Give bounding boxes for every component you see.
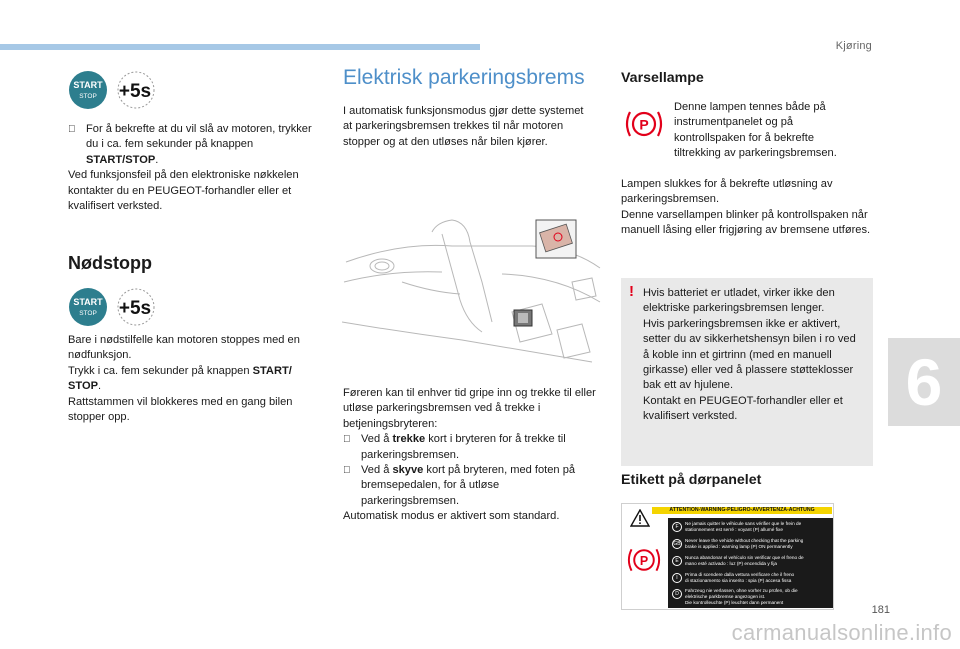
page-number: 181: [871, 604, 890, 616]
language-code: I: [672, 573, 682, 583]
bullet-marker: [343, 463, 351, 478]
language-code: F: [672, 522, 682, 532]
door-panel-label: [621, 503, 834, 610]
top-accent-bar: [0, 44, 480, 50]
parking-brake-illustration: [342, 212, 604, 374]
chapter-number: 6: [905, 345, 943, 419]
language-code: GB: [673, 541, 681, 547]
chapter-tab: [888, 338, 960, 426]
parking-brake-switch: [514, 310, 532, 326]
paragraph-auto-mode: Automatisk modus er aktivert som standard.: [343, 510, 560, 523]
bullet-pull: Ved å trekke kort i bryteren for å trekke til parkeringsbremsen.: [343, 432, 599, 463]
paragraph-press-button: Trykk i ca. fem sekunder på knappen START/ STOP.: [68, 364, 292, 393]
paragraph-intro: I automatisk funksjonsmodus gjør dette systemet at parkeringsbremsen trekkes til når motoren stopper og at den utløses når bilen kjører.: [343, 105, 584, 148]
watermark: carmanualsonline.info: [731, 620, 952, 645]
bullet-push: Ved å skyve kort på bryteren, med foten på bremsepedalen, for å utløse parkeringsbremsen.: [343, 463, 599, 509]
label-text-panel: [668, 518, 833, 608]
start-stop-sublabel: STOP: [79, 93, 97, 100]
column-2-intro: [343, 104, 593, 150]
start-stop-icon: START: [73, 297, 103, 307]
timer-label: +5s: [118, 81, 152, 102]
start-stop-badge: [68, 70, 160, 110]
exclamation-icon: !: [629, 283, 634, 300]
label-row: [672, 555, 831, 571]
bullet-marker: [68, 122, 76, 137]
column-1-top: [68, 122, 324, 214]
language-text: Fahrzeug nie verlassen, ohne vorher zu prüfen, ob die elektrische parkbremse angezogen ist. Die kontrolleuchte (P) leuchtet dann permanent: [685, 588, 798, 605]
parking-brake-warning-icon: [626, 544, 662, 581]
language-text: Prima di scendere dalla vettura verificare che il freno di stazionamento sia inserito : spia (P) accesa fissa: [685, 572, 795, 583]
column-1-bottom: [68, 333, 326, 425]
bullet-marker: [343, 432, 351, 447]
start-stop-sublabel: STOP: [79, 310, 97, 317]
paragraph-driver: Føreren kan til enhver tid gripe inn og trekke til eller utløse parkeringsbremsen ved å trekke i betjeningsbryteren:: [343, 387, 596, 430]
lamp-description: Denne lampen tennes både på instrumentpanelet og på kontrollspaken for å bekrefte tiltrekking av parkeringsbremsen.: [674, 101, 837, 160]
paragraph-steering-lock: Rattstammen vil blokkeres med en gang bilen stopper opp.: [68, 395, 293, 424]
warning-not-activated: Hvis parkeringsbremsen ikke er aktivert, setter du av sikkerhetshensyn bilen i ro ved å koble inn et girtrinn (med en manuell girkasse) eller ved å plassere støtteklosser bak ett av hjulene.: [643, 317, 856, 392]
start-stop-icon: START: [73, 80, 103, 90]
svg-text:P: P: [639, 553, 649, 568]
language-code: E: [672, 556, 682, 566]
warning-battery: Hvis batteriet er utladet, virker ikke den elektriske parkeringsbremsen lenger.: [643, 287, 835, 315]
timer-label: +5s: [118, 298, 152, 319]
language-text: Never leave the vehicle without checking that the parking brake is applied : warning lamp (P) ON permanently: [685, 538, 804, 549]
warning-triangle-icon: [630, 509, 650, 532]
paragraph-emergency: Bare i nødstilfelle kan motoren stoppes med en nødfunksjon.: [68, 334, 300, 362]
bullet-confirm-stop: For å bekrefte at du vil slå av motoren, trykker du i ca. fem sekunder på knappen START/STOP.: [68, 122, 324, 168]
heading-warning-lamp: Varsellampe: [621, 70, 704, 86]
column-2-body: [343, 386, 599, 525]
label-row: [672, 538, 831, 554]
heading-emergency-stop: Nødstopp: [68, 253, 152, 273]
label-row: [672, 588, 831, 608]
column-3-body: [621, 177, 871, 239]
paragraph-key-fault: Ved funksjonsfeil på den elektroniske nøkkelen kontakter du en PEUGEOT-forhandler eller et kvalifisert verksted.: [68, 169, 299, 213]
start-stop-badge-2: [68, 287, 160, 327]
label-header: ATTENTION-WARNING-PELIGRO-AVVERTENZA-ACHTUNG: [652, 507, 832, 514]
language-text: Nunca abandonar el vehículo sin verificar que el freno de mano esté activado : luz (P) encendida y fija: [685, 555, 804, 566]
label-row: [672, 572, 831, 588]
language-code: D: [672, 589, 682, 599]
parking-brake-warning-icon: [624, 106, 664, 147]
label-row: [672, 521, 831, 537]
warning-note-box: [621, 278, 873, 466]
paragraph-lamp-blink: Denne varsellampen blinker på kontrollspaken når manuell låsing eller frigjøring av bremsene utføres.: [621, 208, 871, 237]
heading-door-label: Etikett på dørpanelet: [621, 472, 762, 488]
paragraph-lamp-off: Lampen slukkes for å bekrefte utløsning av parkeringsbremsen.: [621, 178, 833, 206]
section-title: Kjøring: [835, 40, 872, 52]
warning-contact: Kontakt en PEUGEOT-forhandler eller et kvalifisert verksted.: [643, 394, 843, 423]
svg-text:P: P: [639, 116, 649, 133]
language-text: Ne jamais quitter le véhicule sans vérifier que le frein de stationnement est serré : voyant (P) allumé fixe: [685, 521, 802, 532]
parking-brake-switch-detail: [536, 220, 576, 258]
page-title: Elektrisk parkeringsbrems: [343, 66, 585, 89]
